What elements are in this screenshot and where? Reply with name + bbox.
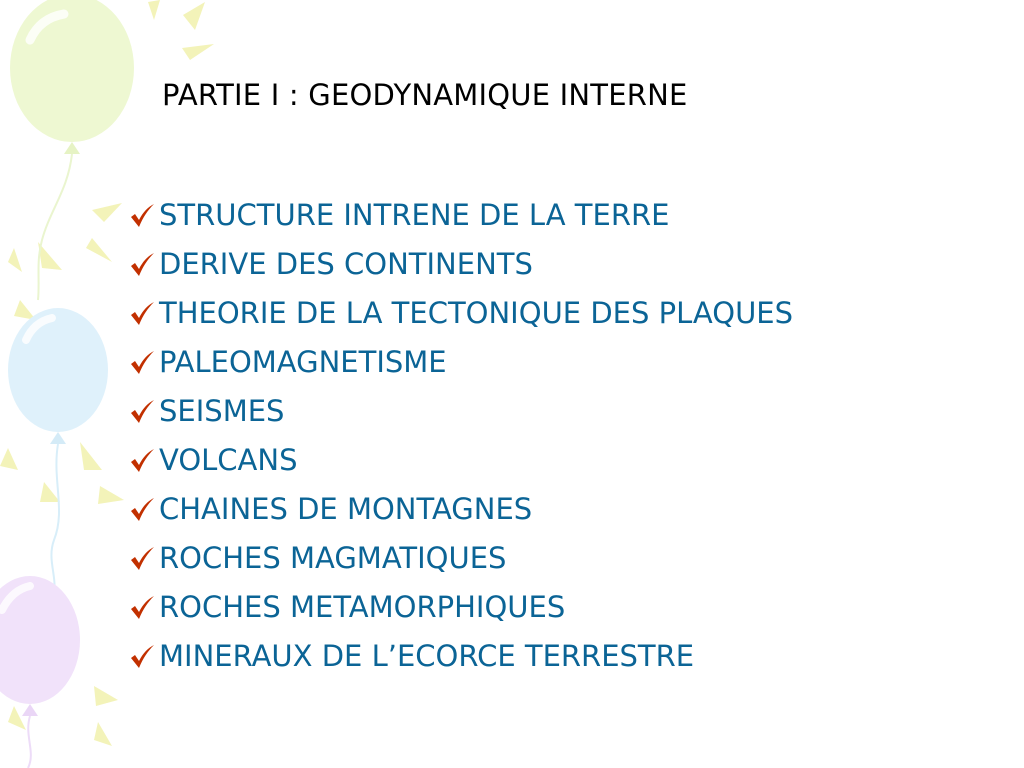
checkmark-icon	[128, 594, 156, 622]
list-item-label: ROCHES MAGMATIQUES	[159, 540, 507, 575]
green-balloon	[10, 0, 134, 300]
list-item-label: THEORIE DE LA TECTONIQUE DES PLAQUES	[159, 295, 794, 330]
purple-balloon	[0, 576, 80, 768]
list-item	[128, 435, 793, 484]
list-item	[128, 337, 793, 386]
checkmark-icon	[128, 545, 156, 573]
checkmark-icon	[128, 496, 156, 524]
checkmark-icon	[128, 643, 156, 671]
list-item-label: PALEOMAGNETISME	[159, 344, 447, 379]
list-item	[128, 190, 793, 239]
list-item	[128, 582, 793, 631]
list-item-label: STRUCTURE INTRENE DE LA TERRE	[159, 197, 670, 232]
list-item	[128, 631, 793, 680]
list-item-label: SEISMES	[159, 393, 285, 428]
list-item-label: ROCHES METAMORPHIQUES	[159, 589, 566, 624]
list-item-label: CHAINES DE MONTAGNES	[159, 491, 533, 526]
checkmark-icon	[128, 300, 156, 328]
list-item-label: DERIVE DES CONTINENTS	[159, 246, 533, 281]
topic-list	[128, 190, 793, 680]
list-item	[128, 484, 793, 533]
checkmark-icon	[128, 202, 156, 230]
checkmark-icon	[128, 349, 156, 377]
list-item	[128, 533, 793, 582]
list-item-label: MINERAUX DE L’ECORCE TERRESTRE	[159, 638, 695, 673]
list-item	[128, 288, 793, 337]
list-item	[128, 239, 793, 288]
checkmark-icon	[128, 398, 156, 426]
list-item-label: VOLCANS	[159, 442, 298, 477]
blue-balloon	[8, 308, 108, 600]
checkmark-icon	[128, 447, 156, 475]
slide-title: PARTIE I : GEODYNAMIQUE INTERNE	[162, 78, 688, 112]
checkmark-icon	[128, 251, 156, 279]
list-item	[128, 386, 793, 435]
